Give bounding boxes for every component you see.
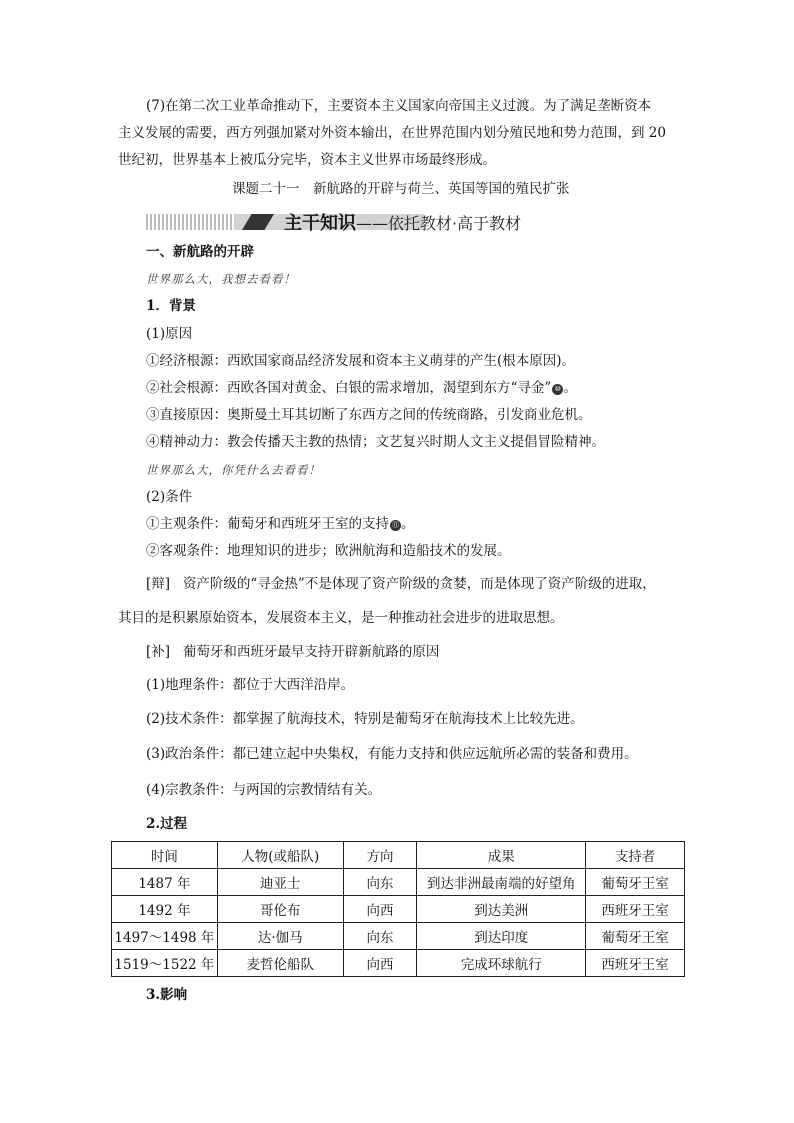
- bu-tag: [补]: [146, 644, 171, 660]
- intro-line-3: 世纪初，世界基本上被瓜分完毕，资本主义世界市场最终形成。: [118, 152, 496, 168]
- intro-line-2: 主义发展的需要，西方列强加紧对外资本输出，在世界范围内划分殖民地和势力范围，到 20: [118, 125, 666, 141]
- bu-item-1: (1)地理条件：都位于大西洋沿岸。: [146, 677, 355, 693]
- table-cell: 哥伦布: [217, 896, 343, 923]
- table-cell: 向东: [343, 869, 417, 896]
- table-cell: 到达印度: [417, 923, 586, 950]
- table-cell: 葡萄牙王室: [586, 923, 685, 950]
- bu-title: 葡萄牙和西班牙最早支持开辟新航路的原因: [182, 644, 440, 660]
- condition-2: ②客观条件：地理知识的进步；欧洲航海和造船技术的发展。: [146, 543, 511, 559]
- reason-4: ④精神动力：教会传播天主教的热情；文艺复兴时期人文主义提倡冒险精神。: [146, 434, 605, 450]
- condition-1-text: ①主观条件：葡萄牙和西班牙王室的支持: [146, 516, 389, 532]
- table-cell: 1487 年: [112, 869, 218, 896]
- reason-2: ②社会根源：西欧各国对黄金、白银的需求增加，渴望到东方“寻金” ⑩ 。: [146, 380, 577, 396]
- reason-2-text: ②社会根源：西欧各国对黄金、白银的需求增加，渴望到东方“寻金”: [146, 380, 552, 396]
- section-banner: [146, 210, 686, 234]
- banner-stripes: [146, 214, 234, 230]
- bian-text-1: 资产阶级的“寻金热”不是体现了资产阶级的贪婪，而是体现了资产阶级的进取，: [182, 576, 656, 592]
- banner-title-main: 主干知识: [284, 213, 356, 234]
- subheading-conditions: (2)条件: [146, 489, 193, 505]
- handwritten-note-2: 世界那么大，你凭什么去看看！: [146, 463, 321, 477]
- subheading-process: 2.过程: [146, 816, 188, 832]
- subheading-reasons: (1)原因: [146, 326, 193, 342]
- lesson-title: 课题二十一 新航路的开辟与荷兰、英国等国的殖民扩张: [232, 181, 570, 197]
- table-cell: 向西: [343, 896, 417, 923]
- table-cell: 西班牙王室: [586, 950, 685, 977]
- banner-title: [284, 209, 521, 235]
- table-cell: 1497～1498 年: [112, 923, 218, 950]
- table-row: [112, 869, 685, 896]
- table-cell: 向西: [343, 950, 417, 977]
- bian-paragraph-line-2: 其目的是积累原始资本，发展资本主义，是一种推动社会进步的进取思想。: [118, 610, 564, 626]
- bian-tag: [辩]: [146, 576, 171, 592]
- table-cell: 西班牙王室: [586, 896, 685, 923]
- reason-1: ①经济根源：西欧国家商品经济发展和资本主义萌芽的产生(根本原因)。: [146, 353, 576, 369]
- table-cell: 向东: [343, 923, 417, 950]
- banner-subtitle: ——依托教材·高于教材: [356, 214, 522, 233]
- reason-3: ③直接原因：奥斯曼土耳其切断了东西方之间的传统商路，引发商业危机。: [146, 407, 592, 423]
- table-header-row: [112, 842, 685, 869]
- table-cell: 1492 年: [112, 896, 218, 923]
- table-header: 成果: [417, 842, 586, 869]
- table-cell: 完成环球航行: [417, 950, 586, 977]
- intro-line-1: (7)在第二次工业革命推动下，主要资本主义国家向帝国主义过渡。为了满足垄断资本: [146, 98, 652, 114]
- condition-1: ①主观条件：葡萄牙和西班牙王室的支持 ⑪ 。: [146, 516, 415, 532]
- table-row: [112, 896, 685, 923]
- table-row: [112, 950, 685, 977]
- handwritten-note-1: 世界那么大，我想去看看！: [146, 272, 296, 286]
- subheading-background: 1．背景: [146, 298, 196, 314]
- bu-item-4: (4)宗教条件：与两国的宗教情结有关。: [146, 782, 382, 798]
- voyages-table: [111, 841, 685, 977]
- subheading-impact: 3.影响: [146, 987, 188, 1003]
- bu-item-2: (2)技术条件：都掌握了航海技术，特别是葡萄牙在航海技术上比较先进。: [146, 711, 584, 727]
- table-cell: 葡萄牙王室: [586, 869, 685, 896]
- footnote-badge-icon: ⑪: [392, 521, 399, 529]
- table-header: 方向: [343, 842, 417, 869]
- table-header: 人物(或船队): [217, 842, 343, 869]
- table-cell: 迪亚士: [217, 869, 343, 896]
- table-cell: 到达非洲最南端的好望角: [417, 869, 586, 896]
- bu-heading: [146, 643, 439, 661]
- table-header: 支持者: [586, 842, 685, 869]
- table-cell: 麦哲伦船队: [217, 950, 343, 977]
- table-header: 时间: [112, 842, 218, 869]
- table-cell: 到达美洲: [417, 896, 586, 923]
- bian-paragraph-line-1: [146, 575, 656, 593]
- bu-item-3: (3)政治条件：都已建立起中央集权，有能力支持和供应远航所必需的装备和费用。: [146, 746, 638, 762]
- table-cell: 1519～1522 年: [112, 950, 218, 977]
- table-row: [112, 923, 685, 950]
- table-cell: 达·伽马: [217, 923, 343, 950]
- footnote-badge-icon: ⑩: [552, 384, 563, 395]
- section-heading: 一、新航路的开辟: [146, 244, 254, 260]
